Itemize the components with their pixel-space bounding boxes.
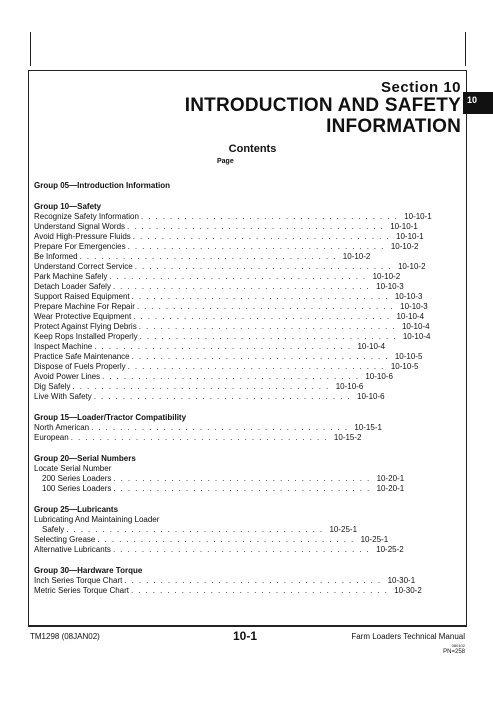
toc-entry-page: 10-10-2 bbox=[372, 272, 401, 281]
page-column-heading: Page bbox=[217, 158, 234, 165]
toc-leader-dots: . . . . . . . . . . . . . . . . . . . . . . . . . . . . . . . . . . . . bbox=[131, 586, 389, 595]
toc-entry-page: 10-10-5 bbox=[394, 352, 423, 361]
toc-entry[interactable] bbox=[34, 272, 401, 282]
toc-entry-page: 10-15-1 bbox=[354, 423, 382, 432]
toc-entry[interactable] bbox=[34, 242, 419, 252]
footer-manual-title: Farm Loaders Technical Manual bbox=[351, 632, 465, 641]
toc-leader-dots: . . . . . . . . . . . . . . . . . . . . . . . . . . . . . . . . . . . . bbox=[79, 252, 337, 261]
toc-leader-dots: . . . . . . . . . . . . . . . . . . . . . . . . . . . . . . . . . . . . bbox=[131, 292, 389, 301]
toc-entry-page: 10-10-1 bbox=[390, 222, 418, 231]
group-title: Group 25—Lubricants bbox=[34, 505, 119, 514]
toc-entry-page: 10-10-1 bbox=[396, 232, 424, 241]
toc-entry-label: Practice Safe Maintenance bbox=[34, 352, 130, 361]
toc-entry[interactable] bbox=[34, 372, 393, 382]
toc-entry-page: 10-30-1 bbox=[387, 576, 416, 585]
toc-entry-label: Recognize Safety Information bbox=[34, 212, 139, 221]
toc-entry-label: Selecting Grease bbox=[34, 535, 96, 544]
toc-leader-dots: . . . . . . . . . . . . . . . . . . . . . . . . . . . . . . . . . . . . bbox=[134, 262, 392, 271]
toc-entry[interactable] bbox=[34, 252, 371, 262]
toc-leader-dots: . . . . . . . . . . . . . . . . . . . . . . . . . . . . . . . . . . . . bbox=[131, 352, 389, 361]
toc-entry[interactable] bbox=[34, 312, 425, 322]
toc-entry-page: 10-25-1 bbox=[329, 525, 358, 534]
toc-entry-label: Lubricating And Maintaining Loader bbox=[34, 515, 160, 524]
toc-entry-page: 10-20-1 bbox=[376, 484, 405, 493]
toc-entry-page: 10-30-2 bbox=[394, 586, 422, 595]
footer-code: 080102 bbox=[451, 643, 465, 648]
toc-entry-label: 100 Series Loaders bbox=[42, 484, 112, 493]
toc-leader-dots: . . . . . . . . . . . . . . . . . . . . . . . . . . . . . . . . . . . . bbox=[124, 576, 382, 585]
group-title: Group 30—Hardware Torque bbox=[34, 566, 143, 575]
toc-entry-page: 10-10-4 bbox=[402, 332, 431, 341]
toc-entry-page: 10-10-3 bbox=[376, 282, 404, 291]
toc-leader-dots: . . . . . . . . . . . . . . . . . . . . . . . . . . . . . . . . . . . . bbox=[127, 242, 385, 251]
toc-entry-page: 10-10-4 bbox=[357, 342, 386, 351]
toc-entry-page: 10-20-1 bbox=[376, 474, 405, 483]
toc-entry-label: Alternative Lubricants bbox=[34, 545, 111, 554]
toc-entry-label: 200 Series Loaders bbox=[42, 474, 112, 483]
toc-entry-label: Metric Series Torque Chart bbox=[34, 586, 129, 595]
toc-entry[interactable] bbox=[34, 545, 404, 555]
toc-entry[interactable] bbox=[34, 362, 419, 372]
toc-entry[interactable] bbox=[34, 392, 385, 402]
toc-entry[interactable] bbox=[34, 222, 418, 232]
toc-entry-label: Support Raised Equipment bbox=[34, 292, 130, 301]
toc-entry[interactable] bbox=[34, 586, 422, 596]
toc-entry[interactable] bbox=[34, 484, 405, 494]
toc-entry-page: 10-10-2 bbox=[397, 262, 426, 271]
footer-page-number: 10-1 bbox=[233, 629, 258, 643]
toc-leader-dots: . . . . . . . . . . . . . . . . . . . . . . . . . . . . . . . . . . . . bbox=[112, 282, 371, 291]
toc-entry-label: Locate Serial Number bbox=[34, 464, 112, 473]
top-right-rule bbox=[465, 32, 466, 66]
toc-entry[interactable] bbox=[34, 382, 364, 392]
toc-entry-label: Keep Rops Installed Properly bbox=[34, 332, 138, 341]
toc-leader-dots: . . . . . . . . . . . . . . . . . . . . . . . . . . . . . . . . . . . . bbox=[133, 312, 391, 321]
toc-entry-label: Wear Protective Equipment bbox=[34, 312, 132, 321]
toc-entry-page: 10-10-3 bbox=[400, 302, 428, 311]
toc-leader-dots: . . . . . . . . . . . . . . . . . . . . . . . . . . . . . . . . . . . . bbox=[132, 232, 390, 241]
toc-entry-label: Avoid High-Pressure Fluids bbox=[34, 232, 131, 241]
toc-entry-label: Understand Signal Words bbox=[34, 222, 126, 231]
toc-entry[interactable] bbox=[34, 232, 424, 242]
toc-entry-label: Dispose of Fuels Properly bbox=[34, 362, 126, 371]
toc-entry[interactable] bbox=[34, 576, 416, 586]
toc-entry[interactable] bbox=[34, 212, 432, 222]
page-title-line-1: INTRODUCTION AND SAFETY bbox=[184, 95, 461, 116]
toc-entry-label: Park Machine Safely bbox=[34, 272, 108, 281]
toc-entry[interactable] bbox=[34, 292, 423, 302]
toc-entry[interactable] bbox=[34, 282, 404, 292]
toc-entry-label: Prepare For Emergencies bbox=[34, 242, 126, 251]
section-side-tab: 10 bbox=[463, 92, 493, 114]
toc-entry-label: Avoid Power Lines bbox=[34, 372, 101, 381]
toc-entry-label: Protect Against Flying Debris bbox=[34, 322, 137, 331]
toc-leader-dots: . . . . . . . . . . . . . . . . . . . . . . . . . . . . . . . . . . . . bbox=[94, 342, 352, 351]
toc-leader-dots: . . . . . . . . . . . . . . . . . . . . . . . . . . . . . . . . . . . . bbox=[70, 433, 328, 442]
toc-entry[interactable] bbox=[34, 474, 405, 484]
group-title: Group 10—Safety bbox=[34, 202, 102, 211]
toc-entry-label: Prepare Machine For Repair bbox=[34, 302, 135, 311]
toc-entry-label: Dig Safely bbox=[34, 382, 71, 391]
toc-entry-label: Understand Correct Service bbox=[34, 262, 133, 271]
toc-leader-dots: . . . . . . . . . . . . . . . . . . . . . . . . . . . . . . . . . . . . bbox=[72, 382, 330, 391]
toc-leader-dots: . . . . . . . . . . . . . . . . . . . . . . . . . . . . . . . . . . . . bbox=[113, 484, 371, 493]
toc-entry-page: 10-10-6 bbox=[365, 372, 393, 381]
toc-entry-page: 10-10-2 bbox=[342, 252, 371, 261]
toc-leader-dots: . . . . . . . . . . . . . . . . . . . . . . . . . . . . . . . . . . . . bbox=[109, 272, 367, 281]
toc-entry-page: 10-10-4 bbox=[401, 322, 430, 331]
toc-entry[interactable] bbox=[34, 515, 244, 525]
toc-entry-page: 10-10-6 bbox=[357, 392, 385, 401]
toc-entry-label: Detach Loader Safely bbox=[34, 282, 111, 291]
toc-entry[interactable] bbox=[34, 332, 431, 342]
group-title: Group 20—Serial Numbers bbox=[34, 454, 136, 463]
toc-entry-page: 10-10-4 bbox=[396, 312, 425, 321]
toc-entry-page: 10-25-2 bbox=[376, 545, 404, 554]
toc-leader-dots: . . . . . . . . . . . . . . . . . . . . . . . . . . . . . . . . . . . . bbox=[91, 423, 349, 432]
toc-leader-dots: . . . . . . . . . . . . . . . . . . . . . . . . . . . . . . . . . . . . bbox=[140, 212, 399, 221]
page-title-line-2: INFORMATION bbox=[326, 116, 461, 137]
toc-entry[interactable] bbox=[34, 352, 423, 362]
toc-entry-page: 10-15-2 bbox=[333, 433, 362, 442]
page-frame-bottom-rule bbox=[28, 625, 467, 627]
toc-leader-dots: . . . . . . . . . . . . . . . . . . . . . . . . . . . . . . . . . . . . bbox=[112, 545, 371, 554]
toc-entry[interactable] bbox=[34, 342, 386, 352]
top-left-rule bbox=[30, 32, 31, 66]
group-title: Group 05—Introduction Information bbox=[34, 181, 170, 190]
toc-entry[interactable] bbox=[34, 322, 430, 332]
toc-entry[interactable] bbox=[34, 525, 358, 535]
toc-entry-label: North American bbox=[34, 423, 90, 432]
toc-leader-dots: . . . . . . . . . . . . . . . . . . . . . . . . . . . . . . . . . . . . bbox=[127, 222, 385, 231]
toc-entry-page: 10-25-1 bbox=[360, 535, 389, 544]
toc-entry-label: Inspect Machine bbox=[34, 342, 93, 351]
toc-leader-dots: . . . . . . . . . . . . . . . . . . . . . . . . . . . . . . . . . . . . bbox=[139, 332, 397, 341]
toc-entry-page: 10-10-3 bbox=[394, 292, 423, 301]
toc-leader-dots: . . . . . . . . . . . . . . . . . . . . . . . . . . . . . . . . . . . . bbox=[93, 392, 352, 401]
group-title: Group 15—Loader/Tractor Compatibility bbox=[34, 413, 187, 422]
toc-entry-label: European bbox=[34, 433, 69, 442]
toc-entry-label: Live With Safety bbox=[34, 392, 92, 401]
toc-entry[interactable] bbox=[34, 262, 426, 272]
footer-doc-id: TM1298 (08JAN02) bbox=[30, 632, 100, 641]
toc-entry-page: 10-10-2 bbox=[390, 242, 419, 251]
toc-leader-dots: . . . . . . . . . . . . . . . . . . . . . . . . . . . . . . . . . . . . bbox=[127, 362, 385, 371]
toc-leader-dots: . . . . . . . . . . . . . . . . . . . . . . . . . . . . . . . . . . . . bbox=[138, 322, 396, 331]
toc-entry[interactable] bbox=[34, 423, 382, 433]
toc-entry[interactable] bbox=[34, 464, 244, 474]
footer-pn: PN=258 bbox=[443, 649, 465, 655]
toc-leader-dots: . . . . . . . . . . . . . . . . . . . . . . . . . . . . . . . . . . . . bbox=[113, 474, 371, 483]
table-of-contents bbox=[34, 181, 432, 596]
contents-heading: Contents bbox=[228, 143, 277, 155]
toc-entry[interactable] bbox=[34, 535, 389, 545]
section-label: Section 10 bbox=[380, 79, 461, 96]
toc-entry-label: Inch Series Torque Chart bbox=[34, 576, 123, 585]
toc-entry[interactable] bbox=[34, 433, 362, 443]
toc-leader-dots: . . . . . . . . . . . . . . . . . . . . . . . . . . . . . . . . . . . . bbox=[66, 525, 324, 534]
toc-entry-label: Safely bbox=[42, 525, 65, 534]
toc-entry[interactable] bbox=[34, 302, 428, 312]
toc-entry-page: 10-10-6 bbox=[335, 382, 364, 391]
toc-leader-dots: . . . . . . . . . . . . . . . . . . . . . . . . . . . . . . . . . . . . bbox=[97, 535, 355, 544]
toc-entry-label: Be Informed bbox=[34, 252, 78, 261]
toc-leader-dots: . . . . . . . . . . . . . . . . . . . . . . . . . . . . . . . . . . . . bbox=[102, 372, 360, 381]
toc-leader-dots: . . . . . . . . . . . . . . . . . . . . . . . . . . . . . . . . . . . . bbox=[136, 302, 395, 311]
toc-entry-page: 10-10-1 bbox=[404, 212, 432, 221]
toc-entry-page: 10-10-5 bbox=[390, 362, 419, 371]
